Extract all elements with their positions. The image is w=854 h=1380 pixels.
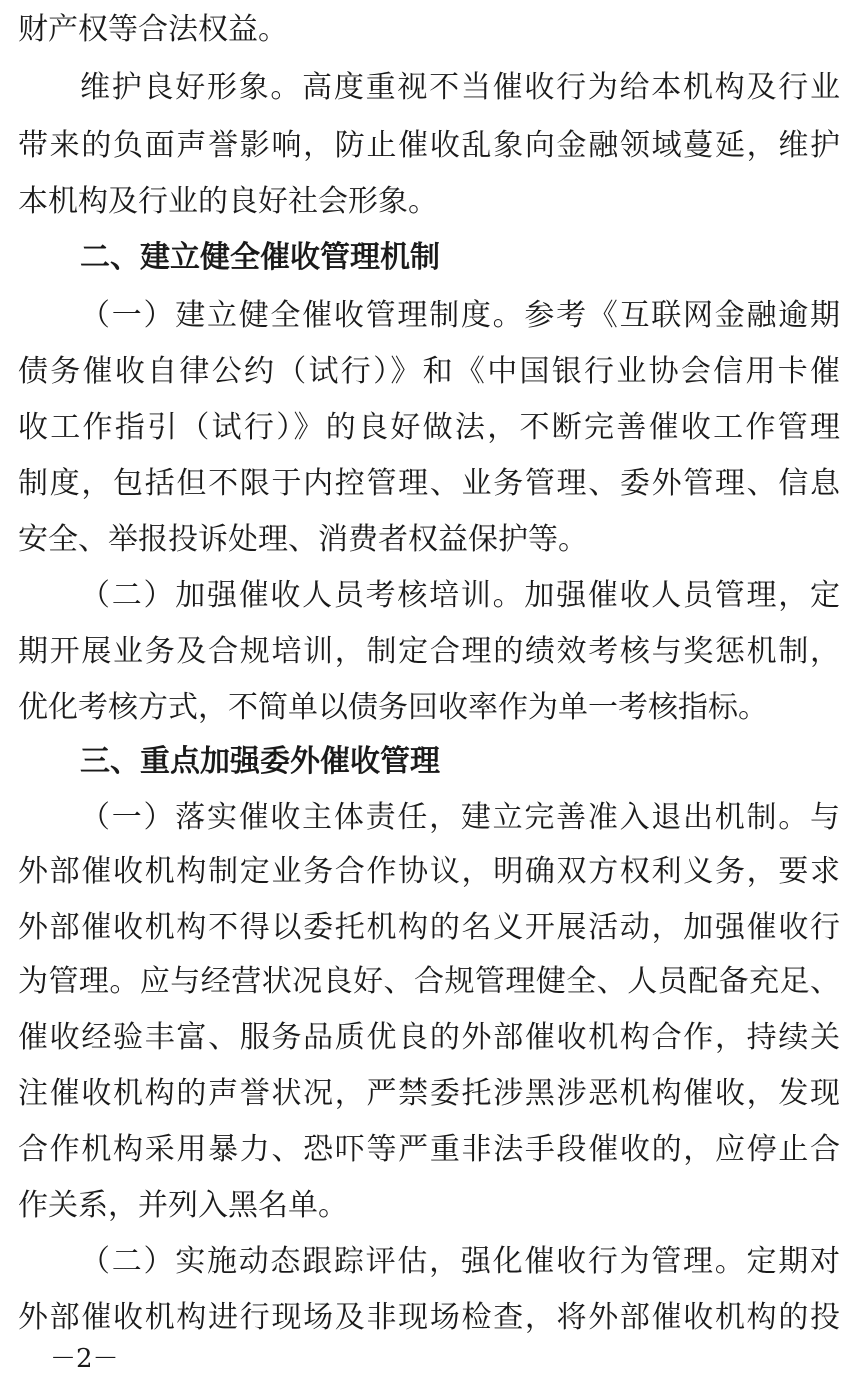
- text-line: （二）加强催收人员考核培训。加强催收人员管理，定: [80, 578, 840, 613]
- text-line: 收工作指引（试行）》的良好做法，不断完善催收工作管理: [18, 410, 840, 445]
- text-line: 合作机构采用暴力、恐吓等严重非法手段催收的，应停止合: [18, 1132, 840, 1167]
- page-number: －2－: [50, 1344, 119, 1374]
- section-heading: 二、建立健全催收管理机制: [80, 240, 440, 275]
- text-line: 优化考核方式，不简单以债务回收率作为单一考核指标。: [18, 690, 768, 725]
- section-heading: 三、重点加强委外催收管理: [80, 744, 440, 779]
- text-line: 为管理。应与经营状况良好、合规管理健全、人员配备充足、: [18, 964, 840, 999]
- text-line: 安全、举报投诉处理、消费者权益保护等。: [18, 522, 588, 557]
- text-line: 外部催收机构不得以委托机构的名义开展活动，加强催收行: [18, 910, 840, 945]
- text-line: 作关系，并列入黑名单。: [18, 1188, 348, 1223]
- text-line: 外部催收机构制定业务合作协议，明确双方权利义务，要求: [18, 854, 840, 889]
- text-line: 财产权等合法权益。: [18, 12, 288, 47]
- text-line: 带来的负面声誉影响，防止催收乱象向金融领域蔓延，维护: [18, 128, 840, 163]
- text-line: 催收经验丰富、服务品质优良的外部催收机构合作，持续关: [18, 1020, 840, 1055]
- text-line: 本机构及行业的良好社会形象。: [18, 184, 438, 219]
- text-line: 注催收机构的声誉状况，严禁委托涉黑涉恶机构催收，发现: [18, 1076, 840, 1111]
- text-line: 外部催收机构进行现场及非现场检查，将外部催收机构的投: [18, 1300, 840, 1335]
- text-line: （一）建立健全催收管理制度。参考《互联网金融逾期: [80, 298, 840, 333]
- text-line: 债务催收自律公约（试行）》和《中国银行业协会信用卡催: [18, 354, 840, 389]
- text-line: （一）落实催收主体责任，建立完善准入退出机制。与: [80, 800, 840, 835]
- text-line: 期开展业务及合规培训，制定合理的绩效考核与奖惩机制，: [18, 634, 840, 669]
- text-line: （二）实施动态跟踪评估，强化催收行为管理。定期对: [80, 1244, 840, 1279]
- text-line: 制度，包括但不限于内控管理、业务管理、委外管理、信息: [18, 466, 840, 501]
- text-line: 维护良好形象。高度重视不当催收行为给本机构及行业: [80, 70, 840, 105]
